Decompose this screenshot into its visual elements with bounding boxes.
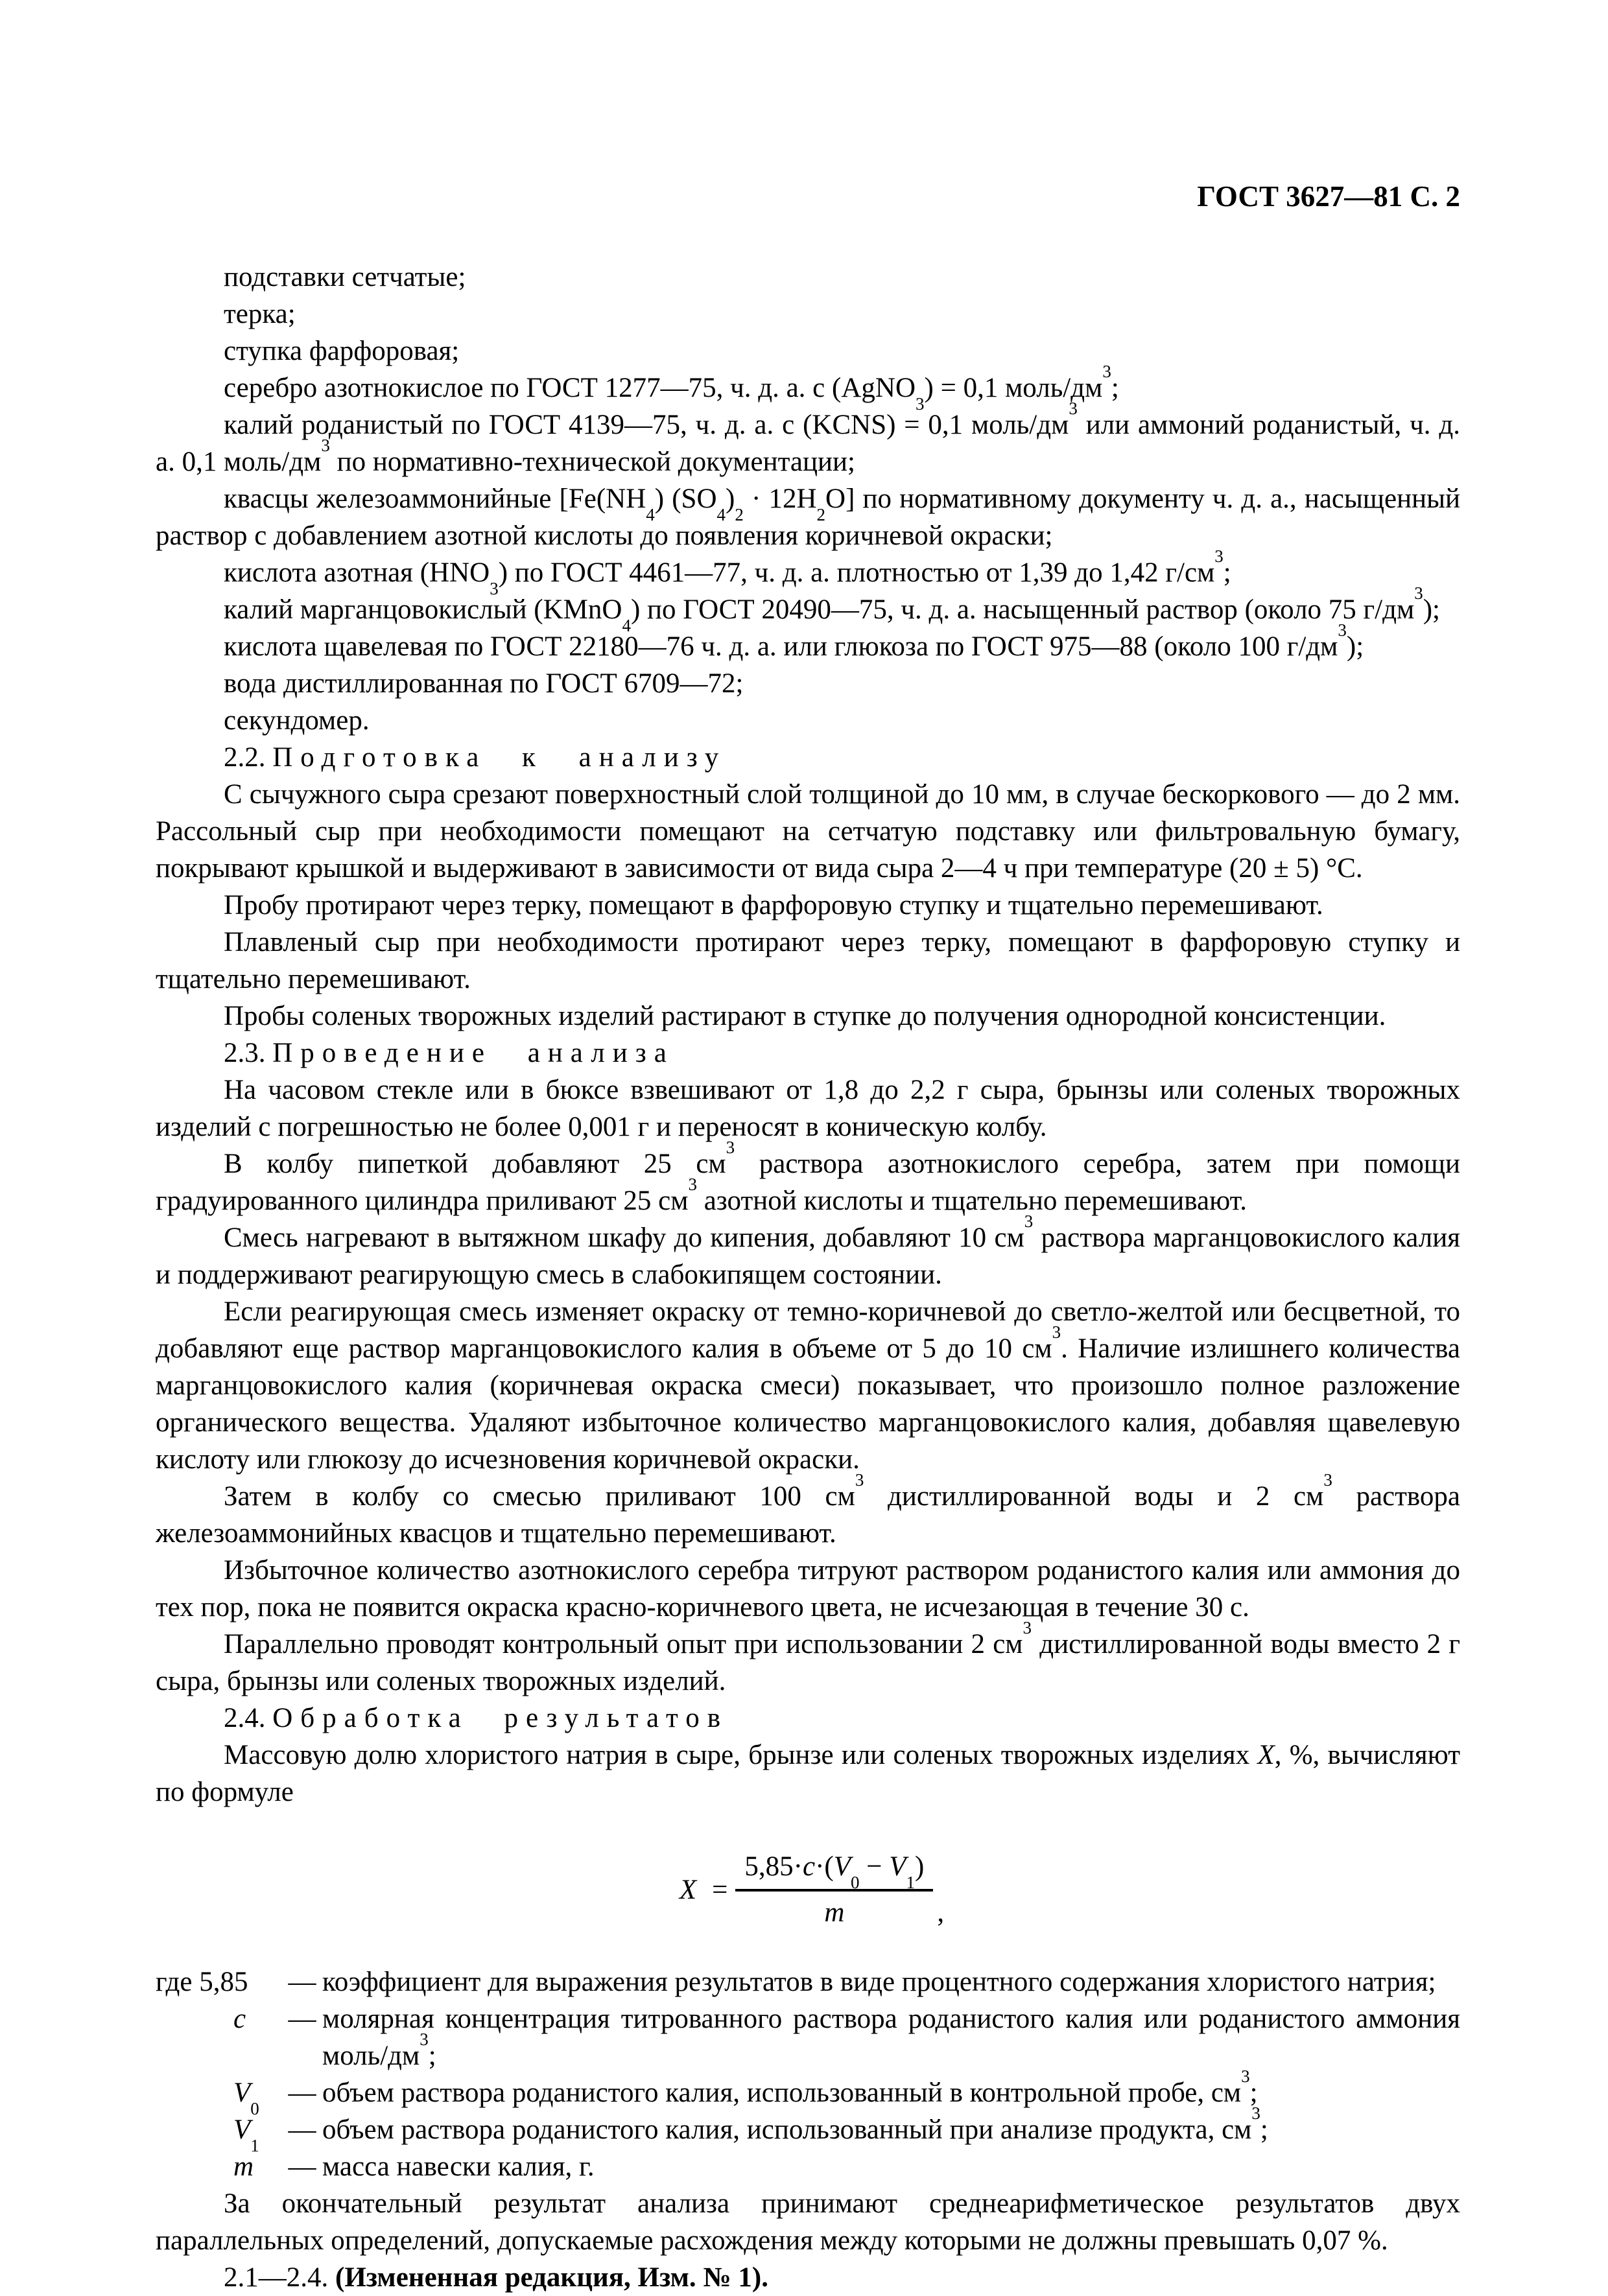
paragraph: Пробу протирают через терку, помещают в фарфоровую ступку и тщательно перемешивают. bbox=[224, 890, 1323, 920]
paragraph: Пробы соленых творожных изделий растирают в ступке до получения однородной консистенции. bbox=[224, 1001, 1386, 1031]
paragraph: терка; bbox=[224, 299, 296, 329]
formula-lhs: X bbox=[679, 1874, 697, 1905]
definition-symbol: $V_0$ bbox=[233, 2078, 259, 2118]
definition-symbol: c bbox=[233, 2004, 246, 2034]
section-title: Обработка результатов bbox=[272, 1703, 728, 1733]
paragraph: калий роданистый по ГОСТ 4139—75, ч. д. а. с (KCNS) = 0,1 моль/$дм^3$ или аммоний роданистый, ч. д. а. 0,1 моль/$дм^3$ по нормативно-технической документации; bbox=[156, 398, 1460, 477]
paragraph: 2.1—2.4. (Измененная редакция, Изм. № 1). bbox=[224, 2262, 768, 2293]
definition-text: объем раствора роданистого калия, использованный в контрольной пробе, $см^3$; bbox=[322, 2066, 1258, 2108]
document-body bbox=[156, 259, 1460, 2296]
paragraph: С сычужного сыра срезают поверхностный слой толщиной до 10 мм, в случае бескоркового — до 2 мм. Рассольный сыр при необходимости помещают на сетчатую подставку или фильтровальную бумагу, покрывают крышкой и выдерживают в зависимости от вида сыра 2—4 ч при температуре (20 ± 5) °С. bbox=[156, 779, 1460, 884]
definition-dash: — bbox=[288, 2078, 316, 2108]
definition-dash: — bbox=[288, 2004, 316, 2034]
paragraph: За окончательный результат анализа принимают среднеарифметическое результатов двух параллельных определений, допускаемые расхождения между которыми не должны превышать 0,07 %. bbox=[156, 2188, 1460, 2256]
definition-symbol: где 5,85 bbox=[156, 1967, 248, 1997]
section-number: 2.4. bbox=[224, 1703, 273, 1733]
paragraph: Смесь нагревают в вытяжном шкафу до кипения, добавляют 10 $см^3$ раствора марганцовокислого калия и поддерживают реагирующую смесь в слабокипящем состоянии. bbox=[156, 1211, 1460, 1290]
section-heading bbox=[156, 1700, 1460, 1737]
definition-text: молярная концентрация титрованного раствора роданистого калия или роданистого аммония моль/$дм^3$; bbox=[322, 2004, 1460, 2071]
definition-item bbox=[156, 1963, 1460, 2000]
fraction-numerator: $5,85\cdot c\cdot(V_0 - V_1)$ bbox=[735, 1848, 933, 1892]
paragraph: кислота щавелевая по ГОСТ 22180—76 ч. д. а. или глюкоза по ГОСТ 975—88 (около 100 $г/дм^3$); bbox=[224, 620, 1364, 662]
definition-dash: — bbox=[288, 2151, 316, 2182]
paragraph: подставки сетчатые; bbox=[224, 262, 466, 292]
section-heading bbox=[156, 1035, 1460, 1072]
page-header bbox=[156, 181, 1460, 212]
section-number: 2.2. bbox=[224, 742, 273, 773]
definition-item bbox=[156, 2103, 1460, 2155]
paragraph: Избыточное количество азотнокислого серебра титруют раствором роданистого калия или аммония до тех пор, пока не появится окраска красно-коричневого цвета, не исчезающая в течение 30 с. bbox=[156, 1555, 1460, 1622]
definition-text: объем раствора роданистого калия, использованный при анализе продукта, $см^3$; bbox=[322, 2103, 1268, 2145]
paragraph: На часовом стекле или в бюксе взвешивают от 1,8 до 2,2 г сыра, брынзы или соленых творожных изделий с погрешностью не более 0,001 г и переносят в коническую колбу. bbox=[156, 1075, 1460, 1142]
definition-list bbox=[156, 1963, 1460, 2185]
standard-number: ГОСТ 3627—81 С. 2 bbox=[1197, 180, 1460, 213]
definition-item bbox=[156, 2148, 1460, 2185]
paragraph: кислота азотная $(HNO_3)$ по ГОСТ 4461—77, ч. д. а. плотностью от 1,39 до 1,42 $г/см^3$; bbox=[224, 546, 1231, 598]
paragraph: Если реагирующая смесь изменяет окраску от темно-коричневой до светло-желтой или бесцветной, то добавляют еще раствор марганцовокислого калия в объеме от 5 до 10 $см^3$. Наличие излишнего количества марганцовокислого калия (коричневая окраска смеси) показывает, что произошло полное разложение органического вещества. Удаляют избыточное количество марганцовокислого калия, добавляя щавелевую кислоту или глюкозу до исчезновения коричневой окраски. bbox=[156, 1296, 1461, 1475]
paragraph: вода дистиллированная по ГОСТ 6709—72; bbox=[224, 668, 744, 699]
definition-symbol: m bbox=[233, 2151, 254, 2182]
definition-dash: — bbox=[288, 2114, 316, 2145]
paragraph: Параллельно проводят контрольный опыт при использовании 2 $см^3$ дистиллированной воды вместо 2 г сыра, брынзы или соленых творожных изделий. bbox=[156, 1617, 1460, 1696]
paragraph: калий марганцовокислый (KMnO$_4$) по ГОСТ 20490—75, ч. д. а. насыщенный раствор (около 75 $г/дм^3$); bbox=[224, 583, 1440, 635]
section-title: Подготовка к анализу bbox=[272, 742, 727, 773]
paragraph: квасцы железоаммонийные $[Fe(NH_4) (SO_4)_2 \cdot 12H_2O]$ по нормативному документу ч. д. а., насыщенный раствор с добавлением азотной кислоты до появления коричневой окраски; bbox=[156, 484, 1461, 551]
section-title: Проведение анализа bbox=[272, 1038, 674, 1068]
paragraph: Затем в колбу со смесью приливают 100 $см^3$ дистиллированной воды и 2 $см^3$ раствора железоаммонийных квасцов и тщательно перемешивают. bbox=[156, 1470, 1461, 1549]
fraction bbox=[735, 1848, 933, 1931]
paragraph: В колбу пипеткой добавляют 25 $см^3$ раствора азотнокислого серебра, затем при помощи градуированного цилиндра приливают 25 $см^3$ азотной кислоты и тщательно перемешивают. bbox=[156, 1137, 1460, 1216]
equals-sign: = bbox=[712, 1874, 728, 1905]
paragraph: Плавленый сыр при необходимости протирают через терку, помещают в фарфоровую ступку и тщательно перемешивают. bbox=[156, 927, 1460, 994]
paragraph: Массовую долю хлористого натрия в сыре, брынзе или соленых творожных изделиях X, %, вычисляют по формуле bbox=[156, 1740, 1460, 1807]
definition-dash: — bbox=[288, 1967, 316, 1997]
definition-text: масса навески калия, г. bbox=[322, 2151, 595, 2182]
definition-item bbox=[156, 2000, 1460, 2074]
paragraph: ступка фарфоровая; bbox=[224, 336, 460, 366]
paragraph: секундомер. bbox=[224, 705, 370, 736]
paragraph: серебро азотнокислое по ГОСТ 1277—75, ч. д. а. с (AgNO$_3$) = 0,1 моль/$дм^3$; bbox=[224, 361, 1119, 414]
formula bbox=[156, 1848, 1460, 1931]
section-heading bbox=[156, 739, 1460, 776]
formula-comma: , bbox=[937, 1897, 945, 1928]
fraction-denominator: m bbox=[824, 1897, 845, 1928]
definition-symbol: $V_1$ bbox=[233, 2114, 259, 2155]
section-number: 2.3. bbox=[224, 1038, 273, 1068]
definition-text: коэффициент для выражения результатов в виде процентного содержания хлористого натрия; bbox=[322, 1967, 1436, 1997]
definition-item bbox=[156, 2066, 1460, 2118]
